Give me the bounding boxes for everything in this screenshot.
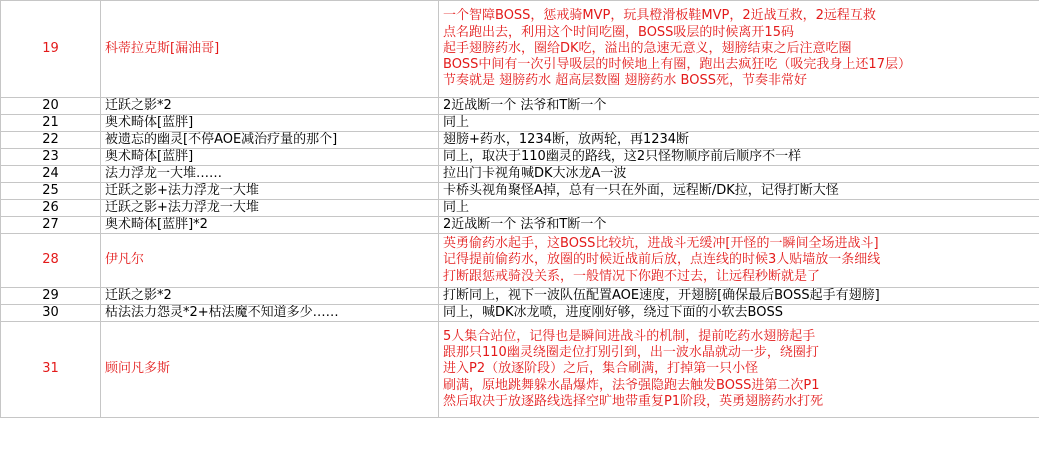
row-number: 19 xyxy=(1,1,101,98)
table-row xyxy=(1,98,1039,115)
boss-name: 迁跃之影+法力浮龙一大堆 xyxy=(101,200,439,217)
strategy-notes xyxy=(439,288,1039,305)
boss-name: 迁跃之影*2 xyxy=(101,288,439,305)
strategy-line: 2近战断一个 法爷和T断一个 xyxy=(443,98,607,113)
strategy-notes xyxy=(439,149,1039,166)
strategy-line: 拉出门卡视角喊DK大冰龙A一波 xyxy=(443,166,627,181)
row-number: 22 xyxy=(1,132,101,149)
strategy-line: 然后取决于放逐路线选择空旷地带重复P1阶段，英勇翅膀药水打死 xyxy=(443,393,824,409)
table-row xyxy=(1,115,1039,132)
table-row xyxy=(1,132,1039,149)
strategy-line: 一个智障BOSS，惩戒骑MVP，玩具橙滑板鞋MVP，2近战互救，2远程互救 xyxy=(443,8,876,24)
boss-name: 奥术畸体[蓝胖]*2 xyxy=(101,217,439,234)
strategy-notes xyxy=(439,234,1039,288)
row-number: 30 xyxy=(1,305,101,322)
strategy-line: 刷满，原地跳舞躲水晶爆炸，法爷强隐跑去触发BOSS进第二次P1 xyxy=(443,377,820,393)
strategy-notes xyxy=(439,166,1039,183)
table-row xyxy=(1,305,1039,322)
strategy-notes xyxy=(439,200,1039,217)
strategy-line: 翅膀+药水，1234断，放两轮，再1234断 xyxy=(443,132,690,147)
row-number: 29 xyxy=(1,288,101,305)
row-number: 31 xyxy=(1,322,101,418)
table-row xyxy=(1,183,1039,200)
table-row xyxy=(1,1,1039,98)
table-body xyxy=(1,1,1039,418)
strategy-line: 点名跑出去，利用这个时间吃圈，BOSS吸层的时候离开15码 xyxy=(443,24,794,40)
strategy-line: BOSS中间有一次引导吸层的时候地上有圈，跑出去疯狂吃（吸完我身上还17层） xyxy=(443,57,911,73)
table-row xyxy=(1,288,1039,305)
strategy-line: 卡桥头视角聚怪A掉，总有一只在外面，远程断/DK拉，记得打断大怪 xyxy=(443,183,839,198)
boss-name: 科蒂拉克斯[漏油哥] xyxy=(101,1,439,98)
row-number: 27 xyxy=(1,217,101,234)
table-row xyxy=(1,322,1039,418)
strategy-notes xyxy=(439,305,1039,322)
strategy-notes xyxy=(439,217,1039,234)
strategy-line: 记得提前偷药水，放圈的时候近战前后放，点连线的时候3人贴墙放一条细线 xyxy=(443,252,881,268)
strategy-line: 5人集合站位，记得也是瞬间进战斗的机制，提前吃药水翅膀起手 xyxy=(443,328,816,344)
table-row xyxy=(1,217,1039,234)
boss-name: 顾问凡多斯 xyxy=(101,322,439,418)
row-number: 23 xyxy=(1,149,101,166)
strategy-notes xyxy=(439,115,1039,132)
table-row xyxy=(1,234,1039,288)
strategy-line: 打断同上，视下一波队伍配置AOE速度，开翅膀[确保最后BOSS起手有翅膀] xyxy=(443,288,880,303)
boss-name: 迁跃之影+法力浮龙一大堆 xyxy=(101,183,439,200)
row-number: 21 xyxy=(1,115,101,132)
row-number: 20 xyxy=(1,98,101,115)
table-row xyxy=(1,166,1039,183)
strategy-line: 英勇偷药水起手，这BOSS比较坑，进战斗无缓冲[开怪的一瞬间全场进战斗] xyxy=(443,236,879,252)
strategy-line: 2近战断一个 法爷和T断一个 xyxy=(443,217,607,232)
boss-name: 伊凡尔 xyxy=(101,234,439,288)
strategy-line: 同上 xyxy=(443,115,470,130)
strategy-line: 跟那只110幽灵绕圈走位打别引到，出一波水晶就动一步，绕圈打 xyxy=(443,345,819,361)
strategy-notes xyxy=(439,183,1039,200)
boss-name: 奥术畸体[蓝胖] xyxy=(101,149,439,166)
table-row xyxy=(1,149,1039,166)
boss-name: 枯法法力怨灵*2+枯法魔不知道多少…… xyxy=(101,305,439,322)
strategy-notes xyxy=(439,132,1039,149)
boss-name: 被遗忘的幽灵[不停AOE减治疗量的那个] xyxy=(101,132,439,149)
boss-name: 迁跃之影*2 xyxy=(101,98,439,115)
boss-name: 法力浮龙一大堆…… xyxy=(101,166,439,183)
strategy-notes xyxy=(439,322,1039,418)
strategy-line: 同上，喊DK冰龙喷，进度刚好够，绕过下面的小软去BOSS xyxy=(443,305,783,320)
strategy-line: 节奏就是 翅膀药水 超高层数圈 翅膀药水 BOSS死，节奏非常好 xyxy=(443,73,807,89)
row-number: 26 xyxy=(1,200,101,217)
strategy-line: 起手翅膀药水，圈给DK吃，溢出的急速无意义，翅膀结束之后注意吃圈 xyxy=(443,40,852,56)
row-number: 24 xyxy=(1,166,101,183)
strategy-line: 进入P2（放逐阶段）之后，集合刷满，打掉第一只小怪 xyxy=(443,361,759,377)
row-number: 25 xyxy=(1,183,101,200)
boss-name: 奥术畸体[蓝胖] xyxy=(101,115,439,132)
strategy-notes xyxy=(439,1,1039,98)
strategy-line: 同上 xyxy=(443,200,470,215)
strategy-line: 打断跟惩戒骑没关系，一般情况下你跑不过去，让远程秒断就是了 xyxy=(443,268,821,284)
strategy-notes xyxy=(439,98,1039,115)
table-row xyxy=(1,200,1039,217)
strategy-line: 同上，取决于110幽灵的路线，这2只怪物顺序前后顺序不一样 xyxy=(443,149,802,164)
row-number: 28 xyxy=(1,234,101,288)
